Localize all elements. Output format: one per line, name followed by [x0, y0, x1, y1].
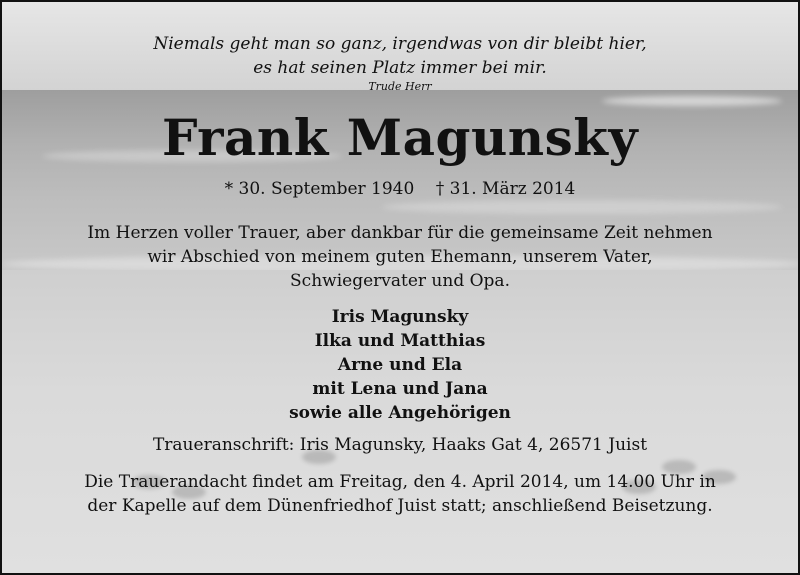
deceased-name: Frank Magunsky [161, 108, 639, 167]
service-info [2, 470, 798, 518]
death-date: † 31. März 2014 [435, 179, 576, 199]
mourning-message [2, 221, 798, 293]
family-member: Iris Magunsky [331, 307, 469, 327]
family-member: sowie alle Angehörigen [289, 403, 511, 423]
life-dates [2, 179, 798, 199]
message-line: wir Abschied von meinem guten Ehemann, unserem Vater, [147, 247, 653, 267]
quote-line: es hat seinen Platz immer bei mir. [253, 58, 547, 78]
birth-date: * 30. September 1940 [224, 179, 415, 199]
family-member: Ilka und Matthias [314, 331, 486, 351]
message-line: Schwiegervater und Opa. [290, 271, 510, 291]
service-line: der Kapelle auf dem Dünenfriedhof Juist statt; anschließend Beisetzung. [87, 496, 713, 516]
family-member: Arne und Ela [337, 355, 463, 375]
obituary-text [2, 2, 798, 518]
quote-line: Niemals geht man so ganz, irgendwas von dir bleibt hier, [153, 34, 647, 54]
message-line: Im Herzen voller Trauer, aber dankbar für die gemeinsame Zeit nehmen [87, 223, 713, 243]
family-list [2, 305, 798, 425]
mourning-address: Traueranschrift: Iris Magunsky, Haaks Gat 4, 26571 Juist [152, 435, 648, 455]
service-line: Die Trauerandacht findet am Freitag, den 4. April 2014, um 14.00 Uhr in [84, 472, 716, 492]
family-member: mit Lena und Jana [312, 379, 488, 399]
quote [2, 32, 798, 80]
quote-author: Trude Herr [368, 80, 432, 93]
